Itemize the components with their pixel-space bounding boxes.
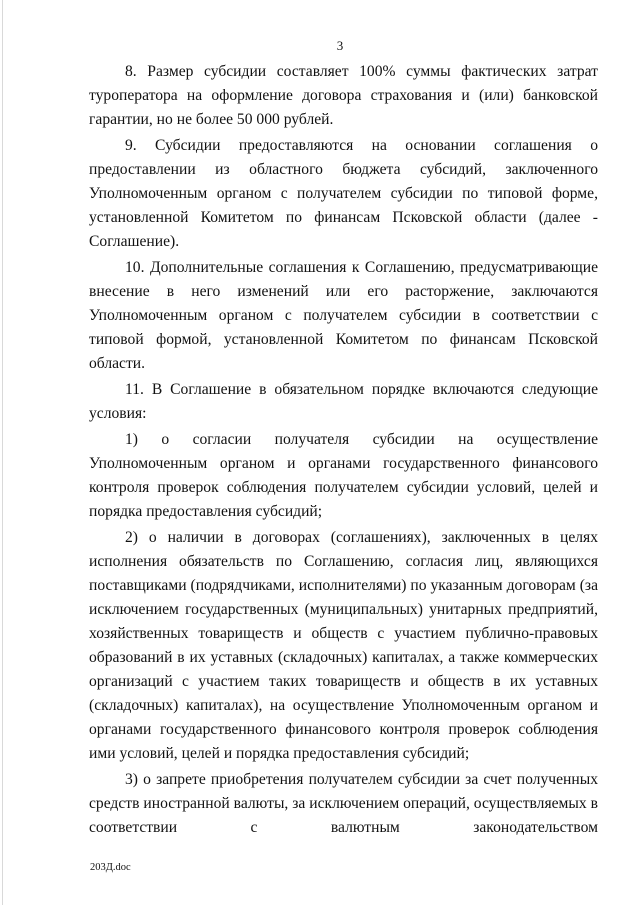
file-name-footer: 203Д.doc (90, 862, 131, 873)
document-body (89, 60, 598, 840)
paragraph-8: 8. Размер субсидии составляет 100% суммы фактических затрат туроператора на оформление договора страхования и (или) банковской гарантии, но не более 50 000 рублей. (89, 63, 598, 128)
paragraph-10: 10. Дополнительные соглашения к Соглашению, предусматривающие внесение в него изменений или его расторжение, заключаются Уполномоченным органом с получателем субсидии в соответствии с типовой формой, установленной Комитетом по финансам Псковской области. (89, 259, 598, 372)
paragraph-11: 11. В Соглашение в обязательном порядке включаются следующие условия: (89, 381, 598, 422)
page-edge (2, 0, 3, 905)
condition-2: 2) о наличии в договорах (соглашениях), заключенных в целях исполнения обязательств по Соглашению, согласия лиц, являющихся поставщиками (подрядчиками, исполнителями) по указанным договорам (за исключением государственных (муниципальных) унитарных предприятий, хозяйственных товариществ и обществ с участием публично-правовых образований в их уставных (складочных) капиталах, а также коммерческих организаций с участием таких товариществ и обществ в их уставных (складочных) капиталах), на осуществление Уполномоченным органом и органами государственного финансового контроля проверок соблюдения ими условий, целей и порядка предоставления субсидий; (89, 529, 598, 762)
page-number: 3 (336, 38, 344, 53)
paragraph-9: 9. Субсидии предоставляются на основании соглашения о предоставлении из областного бюджета субсидий, заключенного Уполномоченным органом с получателем субсидии по типовой форме, установленной Комитетом по финансам Псковской области (далее - Соглашение). (89, 137, 598, 250)
condition-3: 3) о запрете приобретения получателем субсидии за счет полученных средств иностранной валюты, за исключением операций, осуществляемых в соответствии с валютным законодательством (89, 771, 598, 836)
condition-1: 1) о согласии получателя субсидии на осуществление Уполномоченным органом и органами государственного финансового контроля проверок соблюдения получателем субсидии условий, целей и порядка предоставления субсидий; (89, 431, 598, 520)
